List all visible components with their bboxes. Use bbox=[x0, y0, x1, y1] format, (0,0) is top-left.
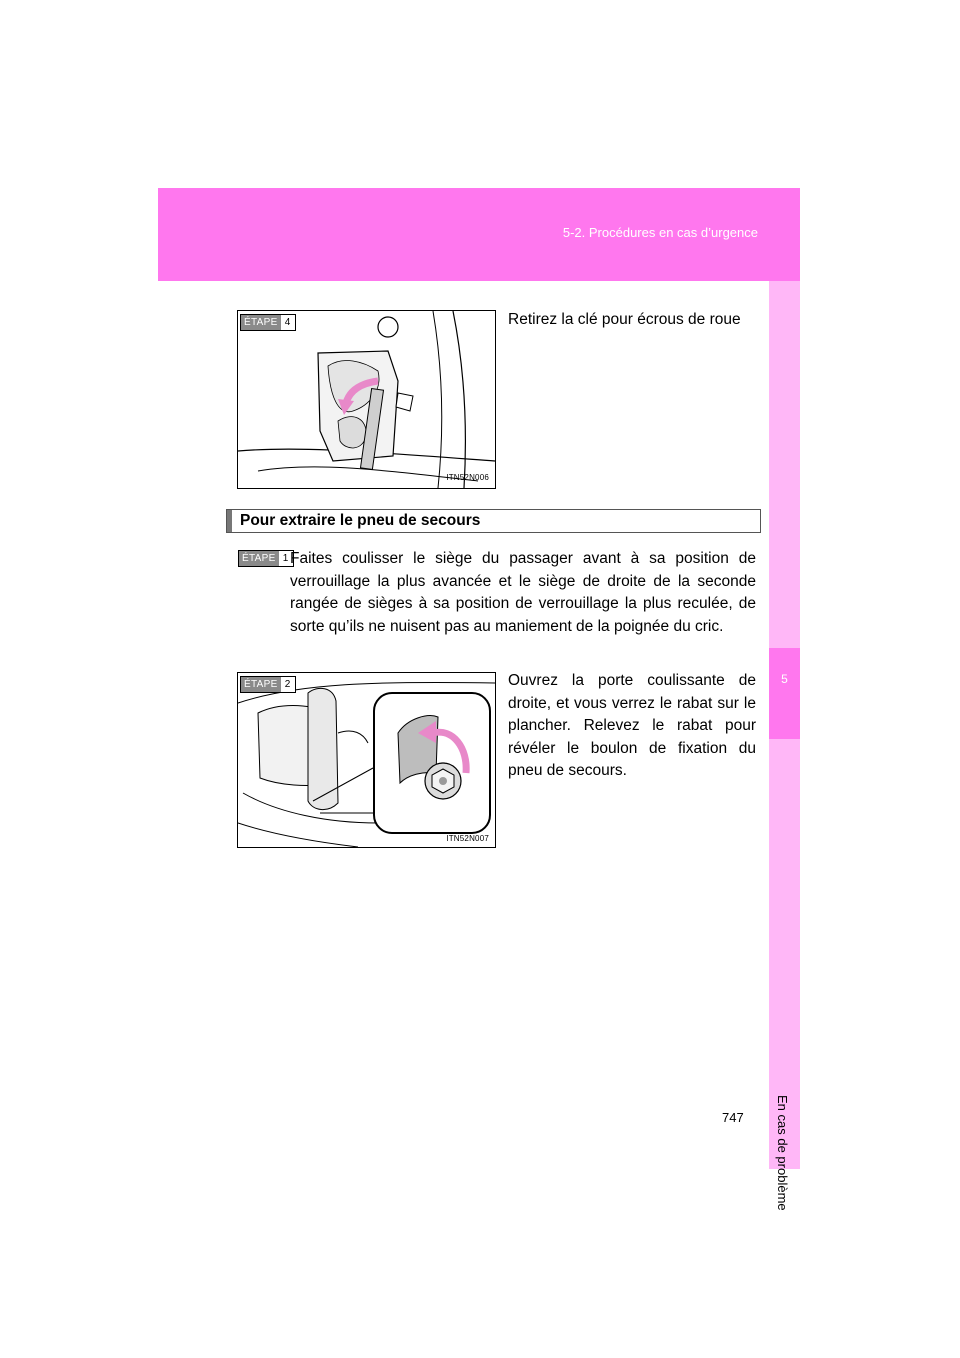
step2-text: Ouvrez la porte coulissante de droite, et vous verrez le rabat sur le plancher. Relevez le rabat pour révéler le boulon de fixation du pneu de secours. bbox=[508, 672, 756, 779]
step2-badge bbox=[240, 676, 296, 693]
section-title: Pour extraire le pneu de secours bbox=[240, 512, 481, 529]
figure-code: ITN52N006 bbox=[446, 473, 489, 482]
section-breadcrumb: 5-2. Procédures en cas d’urgence bbox=[562, 225, 758, 240]
step2-illustration bbox=[237, 672, 496, 848]
step-number: 1 bbox=[279, 551, 293, 566]
heading-bar bbox=[227, 510, 232, 532]
chapter-side-tab bbox=[769, 281, 800, 1211]
step-number: 2 bbox=[281, 677, 295, 692]
step1-text: Faites coulisser le siège du passager avant à sa position de verrouillage la plus avancée et le siège de droite de la seconde rangée de sièges à sa position de verrouillage la plus reculée, de sorte qu’ils ne nuisent pas au maniement de la poignée du cric. bbox=[290, 550, 756, 635]
chapter-label: En cas de problème bbox=[775, 1095, 790, 1211]
step4-text: Retirez la clé pour écrous de roue bbox=[508, 311, 741, 328]
step-word: ÉTAPE bbox=[241, 315, 281, 330]
chapter-number: 5 bbox=[781, 672, 788, 686]
step4-illustration bbox=[237, 310, 496, 489]
step-word: ÉTAPE bbox=[241, 677, 281, 692]
section-heading bbox=[226, 509, 761, 533]
floor-flap-illustration bbox=[238, 673, 495, 847]
step-number: 4 bbox=[281, 315, 295, 330]
figure-code: ITN52N007 bbox=[446, 834, 489, 843]
step-word: ÉTAPE bbox=[239, 551, 279, 566]
step4-badge bbox=[240, 314, 296, 331]
step1-badge bbox=[238, 550, 294, 567]
wheel-nut-wrench-illustration bbox=[238, 311, 495, 488]
chapter-header-band bbox=[158, 188, 800, 281]
chapter-number-box bbox=[769, 648, 800, 739]
page-number: 747 bbox=[722, 1110, 744, 1125]
